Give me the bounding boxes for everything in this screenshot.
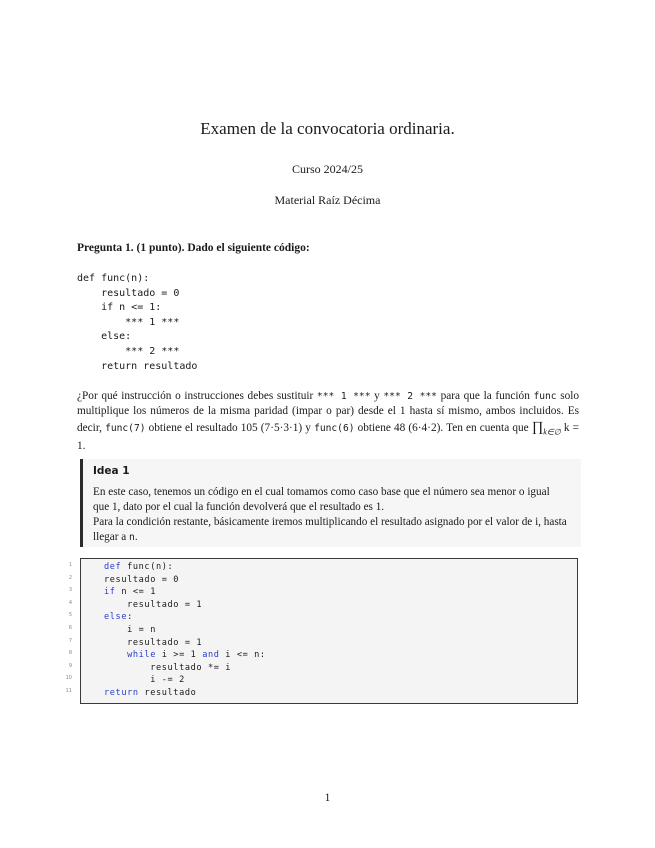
keyword: def <box>104 562 122 572</box>
idea-line-2 <box>93 515 568 545</box>
code-line: else: <box>77 331 132 343</box>
code-text: resultado = 1 <box>127 599 203 610</box>
listing-line <box>104 674 266 687</box>
keyword: and <box>202 650 220 661</box>
idea-box <box>80 459 581 547</box>
idea-title: Idea 1 <box>93 465 130 477</box>
idea-body <box>93 485 568 545</box>
code-text: resultado <box>138 687 197 698</box>
line-number: 1 <box>68 562 72 568</box>
product-symbol: ∏ <box>531 419 544 435</box>
listing-line <box>104 624 266 637</box>
line-number: 10 <box>65 675 72 682</box>
listing-line <box>104 599 266 612</box>
listing-line <box>104 687 266 700</box>
code-text: func(n): <box>121 562 174 572</box>
indent <box>104 675 150 685</box>
code-line: *** 1 *** <box>77 316 180 328</box>
code-text: resultado *= i <box>150 662 232 673</box>
keyword: return <box>104 687 139 698</box>
listing-line-numbers <box>60 559 72 698</box>
indent <box>104 663 150 673</box>
code-line: *** 2 *** <box>77 345 180 357</box>
page-number: 1 <box>324 792 331 804</box>
listing-line <box>104 574 266 587</box>
line-number: 5 <box>68 612 72 619</box>
line-number: 3 <box>68 587 72 594</box>
paragraph-text: y <box>370 390 384 402</box>
inline-code: func(7) <box>105 422 146 434</box>
line-number: 11 <box>65 687 72 694</box>
idea-text: . <box>134 531 138 543</box>
code-text: resultado = 1 <box>127 637 203 648</box>
idea-text: Para la condición restante, básicamente iremos multiplicando el resultado asignado por el valor de i, hasta llegar a <box>93 516 567 543</box>
inline-code: func(6) <box>314 422 355 434</box>
code-line: if n <= 1: <box>77 302 162 314</box>
paragraph-text: solo multiplique los números de la misma paridad (impar o par) desde el 1 hasta sí mismo, ambos incluidos. Es decir, <box>77 390 580 434</box>
idea-line-1: En este caso, tenemos un código en el cual tomamos como caso base que el número sea menor o igual que 1, dato por el cual la función devolverá que el resultado es 1. <box>93 486 550 513</box>
listing-line <box>104 611 266 624</box>
code-line: return resultado <box>77 360 198 372</box>
paragraph-text: para que la función <box>436 390 534 402</box>
code-text: i -= 2 <box>150 675 185 686</box>
math-tail: k = 1. <box>77 421 579 453</box>
indent <box>104 638 127 648</box>
line-number: 6 <box>68 624 72 631</box>
paragraph-text: obtiene 48 (6·4·2). Ten en cuenta que <box>354 421 532 434</box>
indent <box>104 600 127 610</box>
listing-line <box>104 637 266 650</box>
keyword: else <box>104 612 128 623</box>
inline-code: n <box>129 532 135 543</box>
document-title: Examen de la convocatoria ordinaria. <box>200 119 455 138</box>
inline-code: *** 2 *** <box>383 391 437 402</box>
material-subtitle: Material Raíz Décima <box>274 193 381 207</box>
question-paragraph <box>77 389 579 454</box>
listing-line <box>104 561 266 574</box>
paragraph-text: ¿Por qué instrucción o instrucciones debes sustituir <box>77 390 317 402</box>
listing-line <box>104 662 266 675</box>
code-text: resultado = 0 <box>104 574 180 585</box>
code-text: : <box>127 612 133 623</box>
inline-code: *** 1 *** <box>316 391 371 402</box>
product-subscript: k∈∅ <box>543 426 561 436</box>
indent <box>104 625 127 635</box>
code-text: i >= 1 <box>155 650 203 661</box>
line-number: 4 <box>68 599 72 606</box>
code-text: i <= n: <box>219 650 266 661</box>
paragraph-text: obtiene el resultado 105 (7·5·3·1) y <box>145 421 315 434</box>
code-line: def func(n): <box>77 273 150 284</box>
line-number: 7 <box>68 637 72 644</box>
line-number: 2 <box>68 574 72 581</box>
listing-code <box>104 561 266 700</box>
inline-code: func <box>533 391 557 402</box>
listing-line <box>104 649 266 662</box>
question-code-block <box>77 272 197 374</box>
line-number: 9 <box>68 662 72 669</box>
line-number: 8 <box>68 650 72 657</box>
keyword: if <box>104 587 116 598</box>
keyword: while <box>127 650 156 661</box>
code-text: n <= 1 <box>115 587 156 598</box>
listing-line <box>104 586 266 599</box>
code-listing <box>80 558 578 704</box>
code-line: resultado = 0 <box>77 287 180 299</box>
question-heading: Pregunta 1. (1 punto). Dado el siguiente código: <box>77 242 310 254</box>
code-text: i = n <box>127 624 156 635</box>
course-subtitle: Curso 2024/25 <box>291 162 363 176</box>
indent <box>104 650 127 660</box>
